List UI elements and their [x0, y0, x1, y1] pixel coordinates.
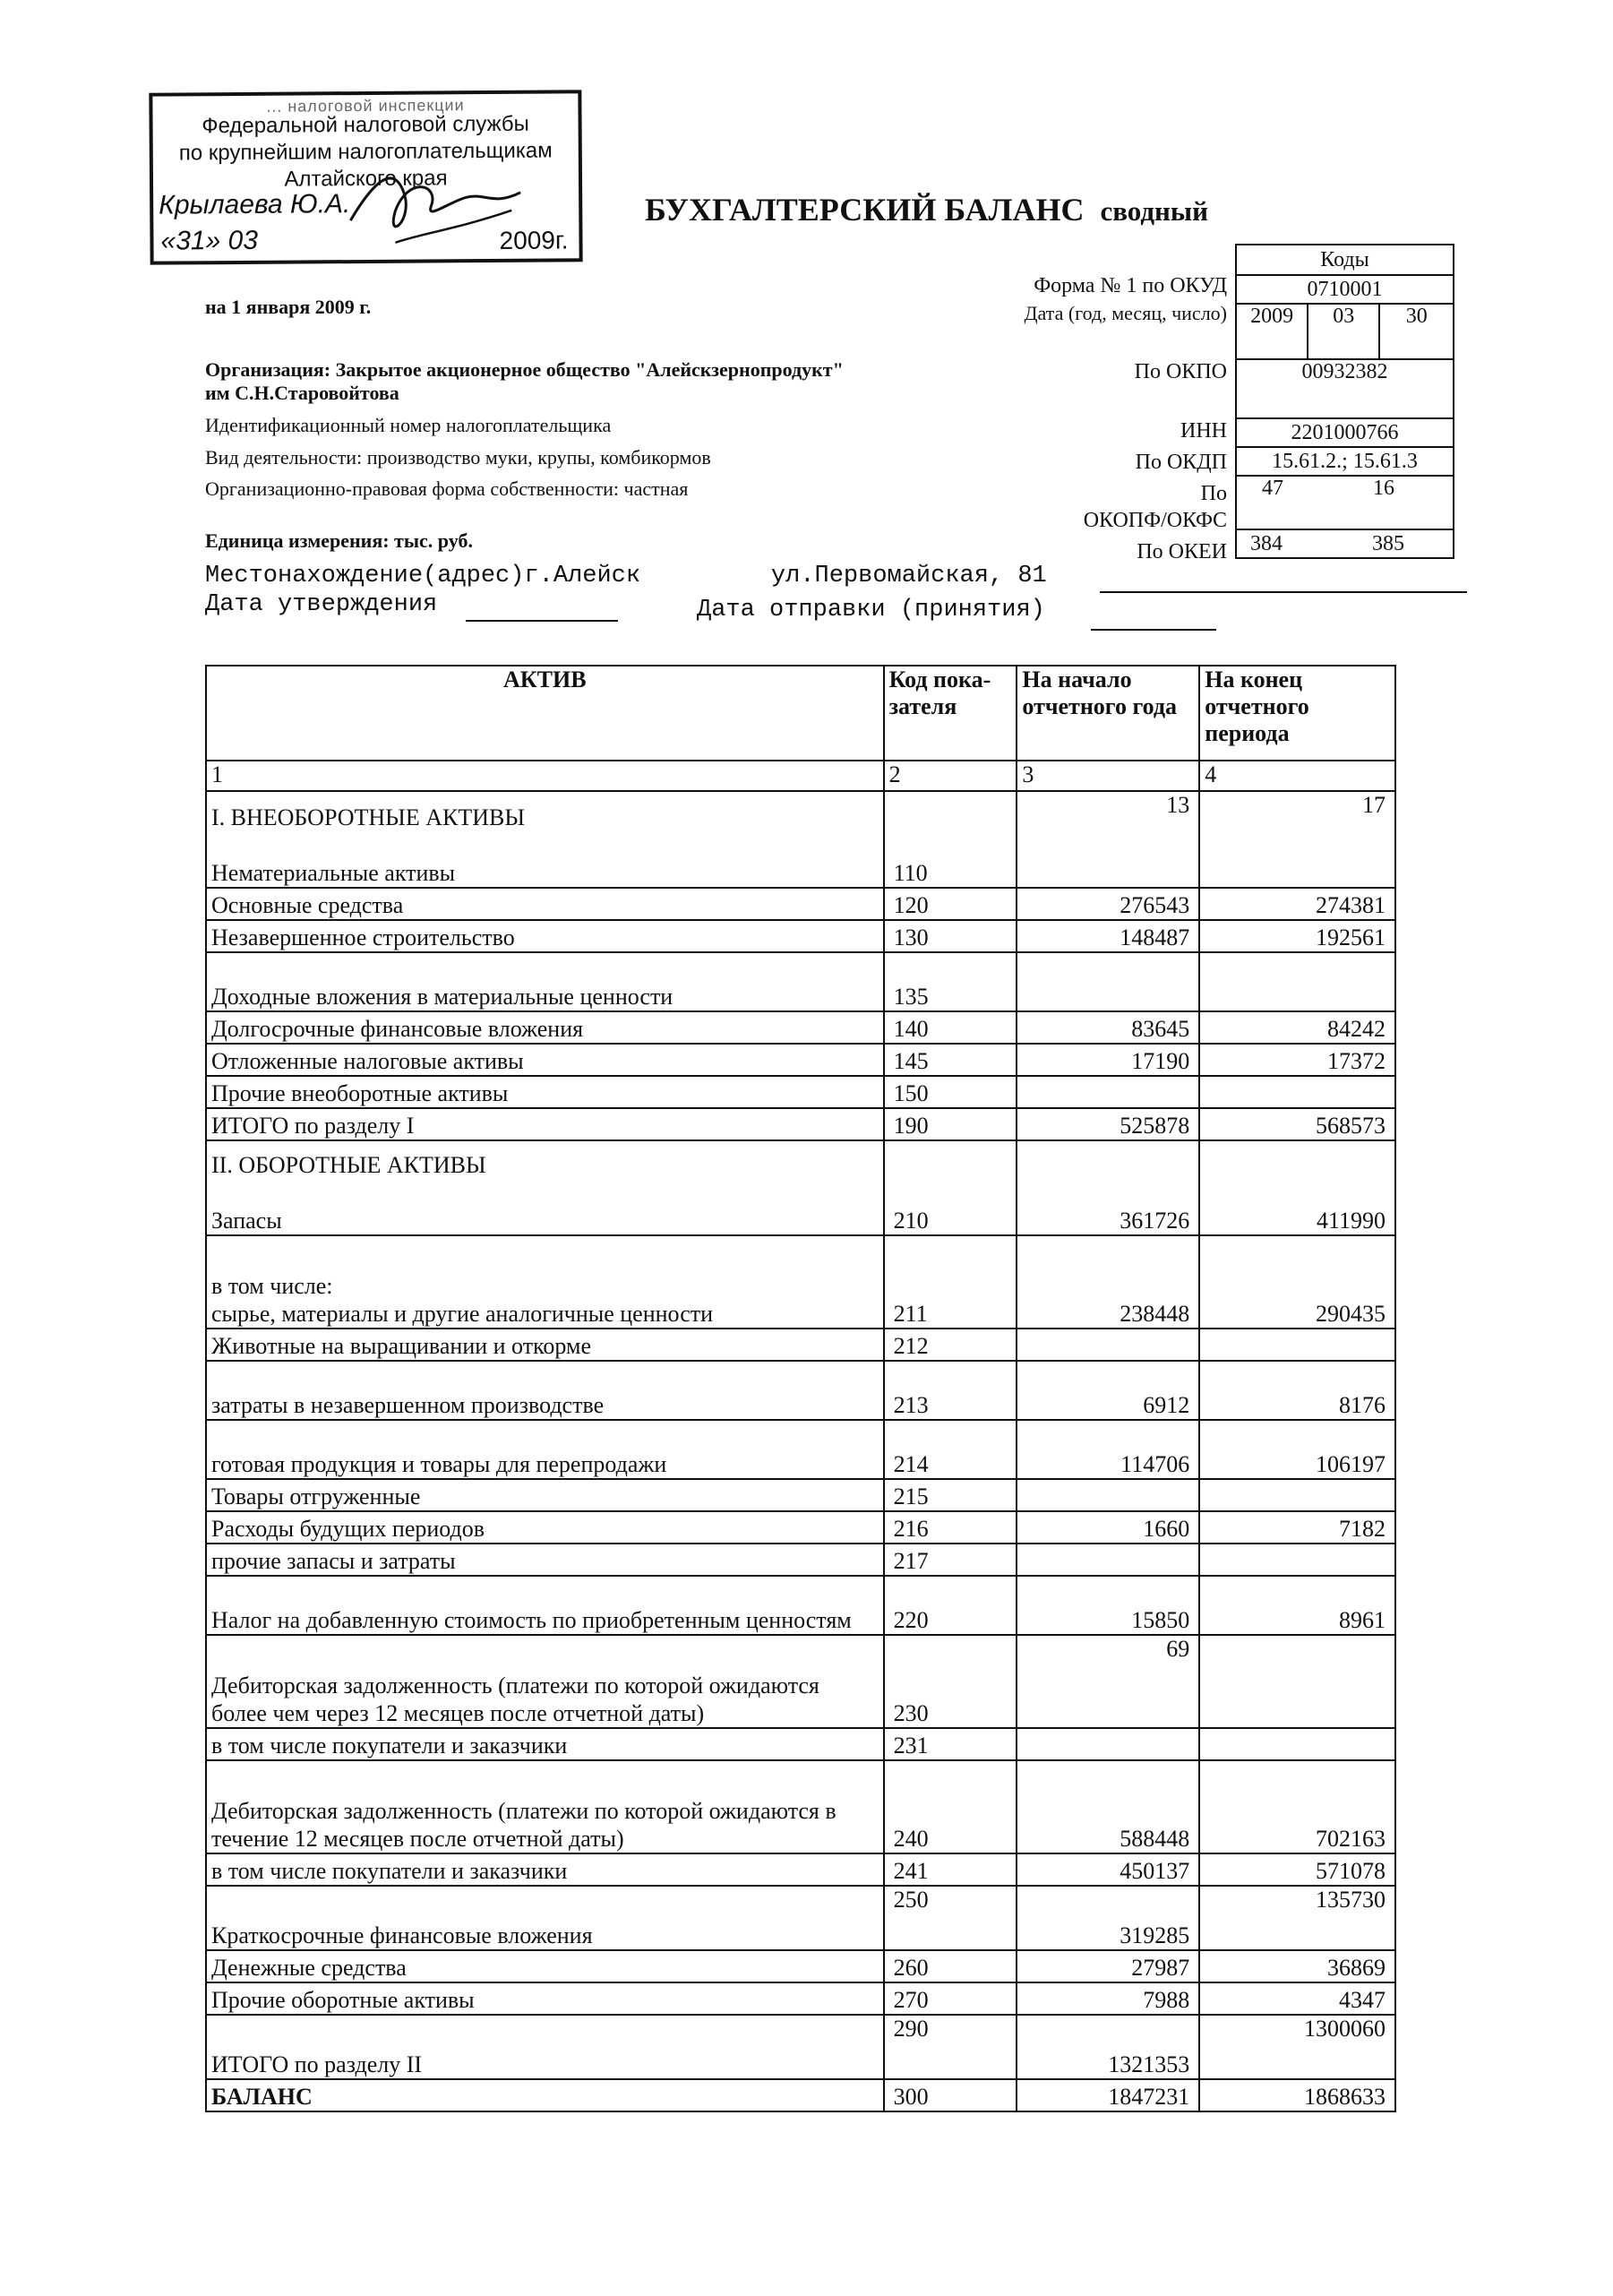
row-end-value [1199, 1479, 1395, 1511]
row-start-value: 361726 [1017, 1140, 1199, 1235]
row-end-value: 568573 [1199, 1108, 1395, 1140]
row-code: 211 [884, 1235, 1017, 1329]
table-row [206, 1011, 1395, 1044]
row-code: 130 [884, 920, 1017, 952]
row-start-value [1017, 1544, 1199, 1576]
row-end-value: 571078 [1199, 1853, 1395, 1886]
inn-code-label: ИНН [1180, 419, 1227, 443]
row-end-value [1199, 1544, 1395, 1576]
table-row [206, 1420, 1395, 1479]
row-end-value: 8176 [1199, 1361, 1395, 1420]
okud-code: 0710001 [1236, 275, 1454, 304]
sent-date-underline [1091, 629, 1216, 631]
row-end-value: 17372 [1199, 1044, 1395, 1076]
stamp-line-authority: ... налоговой инспекции [266, 96, 465, 116]
activity-type: Вид деятельности: производство муки, крупы, комбикормов [205, 446, 711, 469]
row-code: 190 [884, 1108, 1017, 1140]
row-name: затраты в незавершенном производстве [206, 1361, 884, 1420]
row-start-value: 1847231 [1017, 2079, 1199, 2111]
okei-label: По ОКЕИ [1137, 540, 1227, 563]
row-name: прочие запасы и затраты [206, 1544, 884, 1576]
okpo-code: 00932382 [1236, 359, 1454, 418]
okei-code-2: 385 [1372, 531, 1404, 555]
row-end-value: 1868633 [1199, 2079, 1395, 2111]
row-name: Отложенные налоговые активы [206, 1044, 884, 1076]
organization-name-2: им С.Н.Старовойтова [205, 382, 399, 404]
header-start: На начало отчетного года [1017, 666, 1199, 761]
row-code: 220 [884, 1576, 1017, 1635]
row-start-value: 588448 [1017, 1760, 1199, 1853]
row-name: готовая продукция и товары для перепродажи [206, 1420, 884, 1479]
row-start-value [1017, 1728, 1199, 1760]
row-name: Основные средства [206, 888, 884, 920]
row-start-value: 1660 [1017, 1511, 1199, 1544]
handwritten-signature [341, 157, 539, 257]
table-row [206, 1760, 1395, 1853]
row-name: Денежные средства [206, 1950, 884, 1982]
row-start-value: 7988 [1017, 1982, 1199, 2015]
row-code: 230 [884, 1635, 1017, 1728]
row-name: Дебиторская задолженность (платежи по которой ожидаются более чем через 12 месяцев после отчетной даты) [206, 1635, 884, 1728]
table-row [206, 1950, 1395, 1982]
row-name: Дебиторская задолженность (платежи по которой ожидаются в течение 12 месяцев после отчетной даты) [206, 1760, 884, 1853]
date-day: 30 [1379, 304, 1454, 359]
row-name: в том числе покупатели и заказчики [206, 1728, 884, 1760]
okopf-label-2: ОКОПФ/ОКФС [1083, 509, 1227, 532]
row-end-value: 192561 [1199, 920, 1395, 952]
row-name: Прочие оборотные активы [206, 1982, 884, 2015]
row-end-value: 411990 [1199, 1140, 1395, 1235]
row-name: Краткосрочные финансовые вложения [206, 1886, 884, 1950]
title-sub: сводный [1100, 195, 1208, 227]
taxpayer-id-label: Идентификационный номер налогоплательщика [205, 414, 612, 436]
row-start-value: 114706 [1017, 1420, 1199, 1479]
row-end-value [1199, 1329, 1395, 1361]
table-row [206, 1576, 1395, 1635]
table-row [206, 1108, 1395, 1140]
row-end-value: 1300060 [1199, 2015, 1395, 2079]
row-start-value [1017, 1479, 1199, 1511]
row-end-value: 702163 [1199, 1760, 1395, 1853]
okdp-label: По ОКДП [1135, 451, 1227, 474]
row-start-value [1017, 1076, 1199, 1108]
row-code: 260 [884, 1950, 1017, 1982]
header-row [206, 666, 1395, 761]
row-start-value: 1321353 [1017, 2015, 1199, 2079]
row-end-value [1199, 952, 1395, 1011]
stamp-line-inspection: по крупнейшим налогоплательщикам [178, 138, 553, 166]
table-row [206, 1886, 1395, 1950]
row-start-value [1017, 952, 1199, 1011]
row-code: 120 [884, 888, 1017, 920]
sent-date-label: Дата отправки (принятия) [697, 597, 1045, 623]
measurement-unit: Единица измерения: тыс. руб. [205, 529, 473, 552]
table-row [206, 1511, 1395, 1544]
address-underline [1100, 591, 1467, 593]
inn-code: 2201000766 [1236, 418, 1454, 447]
row-name: I. ВНЕОБОРОТНЫЕ АКТИВЫ Нематериальные активы [206, 791, 884, 888]
row-code: 270 [884, 1982, 1017, 2015]
row-start-value: 6912 [1017, 1361, 1199, 1420]
row-code: 240 [884, 1760, 1017, 1853]
row-code: 241 [884, 1853, 1017, 1886]
table-row [206, 1544, 1395, 1576]
row-start-value: 319285 [1017, 1886, 1199, 1950]
row-start-value: 27987 [1017, 1950, 1199, 1982]
row-end-value: 106197 [1199, 1420, 1395, 1479]
row-name: Долгосрочные финансовые вложения [206, 1011, 884, 1044]
ownership-form: Организационно-правовая форма собственности: частная [205, 477, 689, 500]
row-start-value: 276543 [1017, 888, 1199, 920]
row-end-value: 4347 [1199, 1982, 1395, 2015]
row-start-value: 13 [1017, 791, 1199, 888]
row-code: 231 [884, 1728, 1017, 1760]
okpo-label: По ОКПО [1134, 360, 1227, 383]
row-code: 135 [884, 952, 1017, 1011]
row-code: 215 [884, 1479, 1017, 1511]
row-code: 145 [884, 1044, 1017, 1076]
table-row [206, 1076, 1395, 1108]
row-name: Товары отгруженные [206, 1479, 884, 1511]
date-year: 2009 [1236, 304, 1308, 359]
table-row [206, 2015, 1395, 2079]
okei-code-1: 384 [1250, 531, 1283, 555]
row-start-value: 17190 [1017, 1044, 1199, 1076]
row-code: 217 [884, 1544, 1017, 1576]
row-start-value [1017, 1329, 1199, 1361]
row-code: 300 [884, 2079, 1017, 2111]
row-code: 214 [884, 1420, 1017, 1479]
table-row [206, 888, 1395, 920]
col-num-2: 2 [884, 761, 1017, 791]
row-name: Доходные вложения в материальные ценности [206, 952, 884, 1011]
stamp-inspector-name: Крылаева Ю.А. [159, 189, 351, 220]
col-num-1: 1 [206, 761, 884, 791]
row-end-value: 8961 [1199, 1576, 1395, 1635]
report-date: на 1 января 2009 г. [205, 296, 372, 318]
organization-name: Организация: Закрытое акционерное общество "Алейскзернопродукт" [205, 358, 844, 381]
row-name: Налог на добавленную стоимость по приобретенным ценностям [206, 1576, 884, 1635]
row-end-value: 274381 [1199, 888, 1395, 920]
row-code: 213 [884, 1361, 1017, 1420]
table-row [206, 791, 1395, 888]
row-end-value: 84242 [1199, 1011, 1395, 1044]
row-start-value: 450137 [1017, 1853, 1199, 1886]
row-end-value [1199, 1076, 1395, 1108]
row-name: Незавершенное строительство [206, 920, 884, 952]
approval-date-underline [466, 620, 618, 622]
table-row [206, 1044, 1395, 1076]
table-row [206, 952, 1395, 1011]
approval-date-label: Дата утверждения [205, 591, 438, 618]
row-name: II. ОБОРОТНЫЕ АКТИВЫ Запасы [206, 1140, 884, 1235]
date-label: Дата (год, месяц, число) [1024, 302, 1227, 324]
row-end-value: 290435 [1199, 1235, 1395, 1329]
table-row [206, 1982, 1395, 2015]
table-row [206, 1140, 1395, 1235]
row-name: БАЛАНС [206, 2079, 884, 2111]
table-row [206, 1329, 1395, 1361]
table-row [206, 1635, 1395, 1728]
stamp-line-region: Алтайского края [284, 166, 448, 192]
row-name: ИТОГО по разделу II [206, 2015, 884, 2079]
row-name: Прочие внеоборотные активы [206, 1076, 884, 1108]
row-start-value: 238448 [1017, 1235, 1199, 1329]
okdp-code: 15.61.2.; 15.61.3 [1236, 447, 1454, 476]
table-row [206, 1853, 1395, 1886]
row-start-value: 83645 [1017, 1011, 1199, 1044]
document-title [645, 191, 1208, 228]
okopf-okfs-codes [1236, 476, 1454, 529]
row-end-value: 135730 [1199, 1886, 1395, 1950]
okfs-code: 16 [1373, 477, 1394, 500]
header-end: На конец отчетного периода [1199, 666, 1395, 761]
table-row [206, 2079, 1395, 2111]
table-row [206, 920, 1395, 952]
row-code: 212 [884, 1329, 1017, 1361]
row-name: Расходы будущих периодов [206, 1511, 884, 1544]
col-num-4: 4 [1199, 761, 1395, 791]
row-name: Животные на выращивании и откорме [206, 1329, 884, 1361]
codes-table [1235, 244, 1454, 559]
form-label: Форма № 1 по ОКУД [1034, 274, 1227, 297]
row-name: в том числе: сырье, материалы и другие аналогичные ценности [206, 1235, 884, 1329]
okopf-label-1: По [1200, 482, 1227, 505]
stamp-year: 2009г. [499, 226, 569, 254]
balance-sheet-table [205, 665, 1396, 2112]
row-start-value: 15850 [1017, 1576, 1199, 1635]
stamp-date: «31» 03 [160, 225, 259, 256]
row-code: 110 [884, 791, 1017, 888]
row-end-value [1199, 1635, 1395, 1728]
row-name: ИТОГО по разделу I [206, 1108, 884, 1140]
title-main: БУХГАЛТЕРСКИЙ БАЛАНС [645, 192, 1085, 228]
row-end-value: 36869 [1199, 1950, 1395, 1982]
location-address: Местонахождение(адрес)г.Алейск ул.Первомайская, 81 [205, 563, 1047, 589]
date-month: 03 [1308, 304, 1379, 359]
row-start-value: 148487 [1017, 920, 1199, 952]
row-code: 250 [884, 1886, 1017, 1950]
col-num-3: 3 [1017, 761, 1199, 791]
row-name: в том числе покупатели и заказчики [206, 1853, 884, 1886]
okopf-code: 47 [1262, 477, 1283, 500]
row-code: 150 [884, 1076, 1017, 1108]
row-code: 216 [884, 1511, 1017, 1544]
row-code: 140 [884, 1011, 1017, 1044]
approval-stamp [149, 90, 582, 264]
codes-header: Коды [1236, 245, 1454, 275]
row-start-value: 525878 [1017, 1108, 1199, 1140]
table-row [206, 1361, 1395, 1420]
okei-codes [1236, 529, 1454, 558]
row-end-value [1199, 1728, 1395, 1760]
header-asset: АКТИВ [206, 666, 884, 761]
row-code: 290 [884, 2015, 1017, 2079]
header-code: Код пока-зателя [884, 666, 1017, 761]
row-end-value: 17 [1199, 791, 1395, 888]
row-start-value: 69 [1017, 1635, 1199, 1728]
column-number-row [206, 761, 1395, 791]
table-row [206, 1728, 1395, 1760]
stamp-line-service: Федеральной налоговой службы [202, 111, 529, 139]
table-row [206, 1235, 1395, 1329]
row-end-value: 7182 [1199, 1511, 1395, 1544]
table-row [206, 1479, 1395, 1511]
row-code: 210 [884, 1140, 1017, 1235]
